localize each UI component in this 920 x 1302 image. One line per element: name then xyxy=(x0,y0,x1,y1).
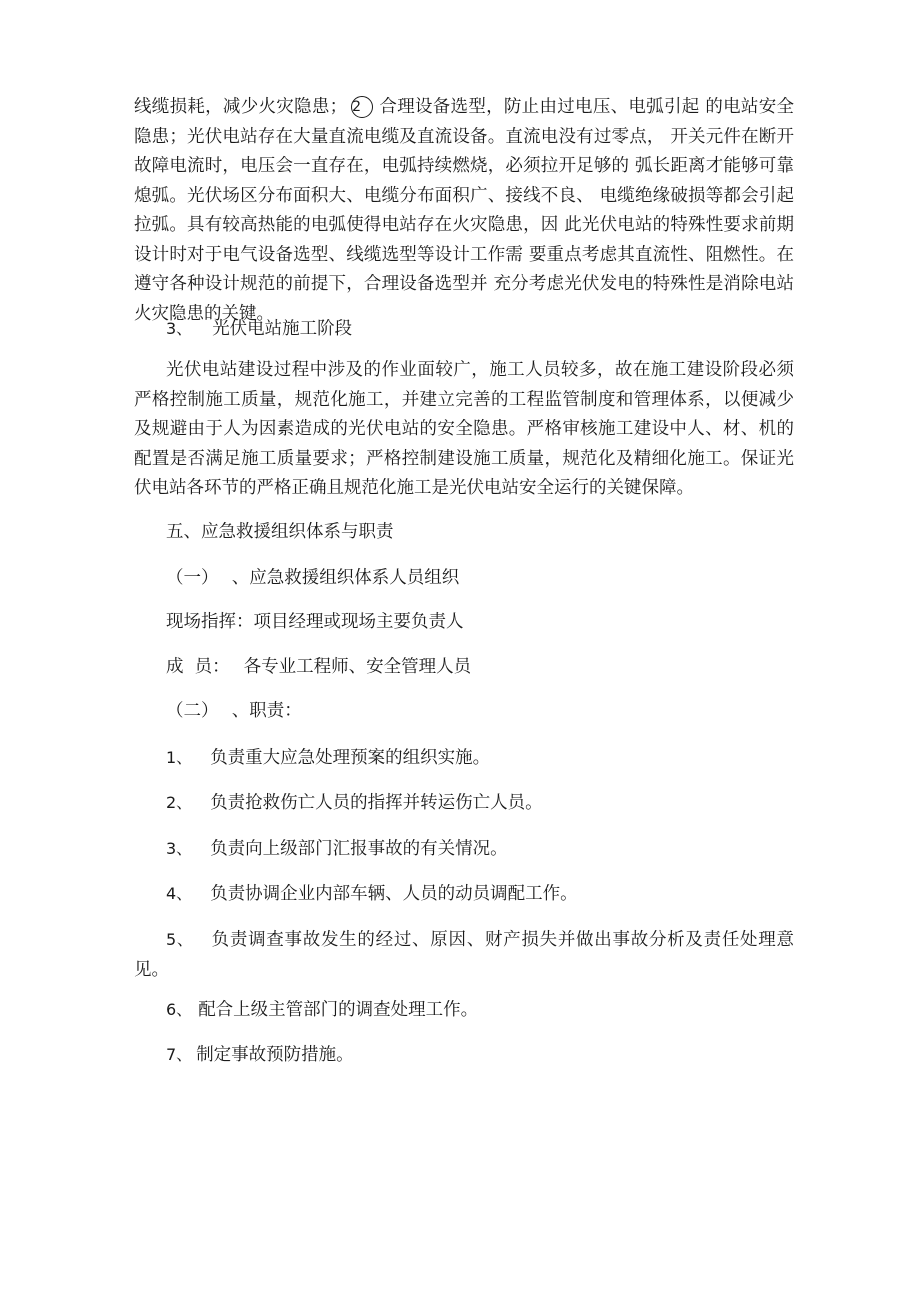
section-heading-construction xyxy=(134,317,352,341)
duty-item xyxy=(134,998,478,1022)
duty-item xyxy=(134,837,508,861)
duty-text: 负责协调企业内部车辆、人员的动员调配工作。 xyxy=(210,884,578,904)
subheading-number: （二） xyxy=(166,701,210,721)
duty-text: 负责调查事故发生的经过、原因、财产损失并做出事故分析及责任处理意见。 xyxy=(134,930,794,980)
subheading-duties xyxy=(134,699,302,723)
duty-number: 3、 xyxy=(166,839,193,858)
members-label: 成 员： xyxy=(166,657,230,677)
duty-text: 配合上级主管部门的调查处理工作。 xyxy=(198,1000,479,1020)
paragraph-rest: 合理设备选型，防止由过电压、电弧引起 的电站安全隐患；光伏电站存在大量直流电缆及直流设备。直流电没有过零点， 开关元件在断开故障电流时，电压会一直存在，电弧持续燃烧，必须拉开足够的 弧长距离才能够可靠熄弧。光伏场区分布面积大、电缆分布面积广、接线不良、 电缆绝缘破损等都会引起拉弧。具有较高热能的电弧使得电站存在火灾隐患，因 此光伏电站的特殊性要求前期设计时对于电气设备选型、线缆选型等设计工作需 要重点考虑其直流性、阻燃性。在遵守各种设计规范的前提下，合理设备选型并 充分考虑光伏发电的特殊性是消除电站火灾隐患的关键。 xyxy=(134,97,795,324)
duty-item xyxy=(134,925,794,985)
members-text: 各专业工程师、安全管理人员 xyxy=(243,657,472,677)
subheading-number: （一） xyxy=(166,568,210,588)
subheading-title: 、应急救援组织体系人员组织 xyxy=(231,568,460,588)
paragraph-lead: 线缆损耗，减少火灾隐患； xyxy=(134,97,348,117)
members-line xyxy=(134,655,471,679)
duty-number: 1、 xyxy=(166,748,193,767)
duty-item xyxy=(134,1043,354,1067)
duty-number: 5、 xyxy=(166,930,194,949)
chapter-heading-emergency xyxy=(134,520,394,544)
commander-text: 现场指挥：项目经理或现场主要负责人 xyxy=(166,612,464,632)
duty-item xyxy=(134,791,543,815)
duty-number: 4、 xyxy=(166,884,193,903)
duty-text: 制定事故预防措施。 xyxy=(196,1045,354,1065)
duty-number: 6、 xyxy=(166,1000,193,1019)
section-title: 光伏电站施工阶段 xyxy=(212,319,353,339)
subheading-title: 、职责： xyxy=(231,701,302,721)
circled-number-marker: 2 xyxy=(351,96,373,118)
duty-number: 7、 xyxy=(166,1045,193,1064)
paragraph-equipment-selection xyxy=(134,93,794,329)
section-number: 3、 xyxy=(166,319,193,338)
subheading-organization xyxy=(134,566,459,590)
chapter-title: 五、应急救援组织体系与职责 xyxy=(166,522,394,542)
duty-item xyxy=(134,746,490,770)
duty-item xyxy=(134,882,578,906)
duty-text: 负责重大应急处理预案的组织实施。 xyxy=(210,748,491,768)
commander-line xyxy=(134,610,464,634)
duty-text: 负责向上级部门汇报事故的有关情况。 xyxy=(210,839,508,859)
paragraph-construction: 光伏电站建设过程中涉及的作业面较广，施工人员较多，故在施工建设阶段必须严格控制施工质量，规范化施工，并建立完善的工程监管制度和管理体系，以便减少及规避由于人为因素造成的光伏电站的安全隐患。严格审核施工建设中人、材、机的配置是否满足施工质量要求；严格控制建设施工质量，规范化及精细化施工。保证光伏电站各环节的严格正确且规范化施工是光伏电站安全运行的关键保障。 xyxy=(134,360,794,498)
duty-number: 2、 xyxy=(166,793,193,812)
duty-text: 负责抢救伤亡人员的指挥并转运伤亡人员。 xyxy=(210,793,543,813)
